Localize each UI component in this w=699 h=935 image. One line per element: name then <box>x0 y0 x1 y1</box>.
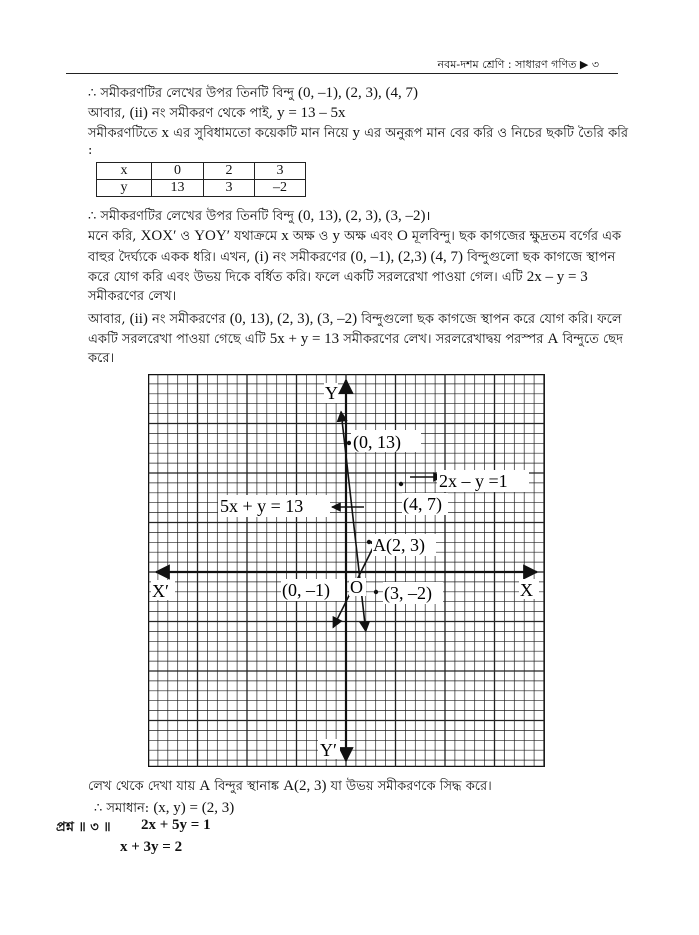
text-seg: বিন্দুগুলো ছক কাগজে স্থাপন করে যোগ করি। ফলে <box>357 312 622 327</box>
text-line-1 <box>88 84 418 103</box>
text-line-10 <box>88 310 622 329</box>
table-cell: –2 <box>255 180 306 197</box>
text-seg: অক্ষ ও <box>288 229 333 244</box>
point-label: A(2, 3) <box>373 535 425 555</box>
equation: 2x – y = 3 <box>526 269 588 285</box>
text-seg: ∴ সমীকরণটির লেখের উপর তিনটি বিন্দু <box>88 86 299 101</box>
text-seg: বিন্দুতে ছেদ <box>558 332 623 347</box>
text-seg: বিন্দুর স্থানাঙ্ক <box>210 779 284 794</box>
question-label: প্রশ্ন ॥ ৩ ॥ <box>56 820 111 835</box>
equation: 5x + y = 13 <box>269 331 340 347</box>
text-line-4: : <box>88 143 93 158</box>
text-seg: বাহুর দৈর্ঘ্যকে একক ধরি। এখন, <box>88 250 255 265</box>
text-line-13 <box>88 777 492 796</box>
text-seg: লেখ থেকে দেখা যায় <box>88 779 200 794</box>
text-seg: আবার, <box>88 106 130 121</box>
point-label: (4, 7) <box>403 494 442 514</box>
table-cell: 0 <box>152 163 204 180</box>
var: x <box>161 125 170 141</box>
point-ref: A(2, 3) <box>283 778 327 794</box>
var: O <box>396 228 408 244</box>
eq-ref: (ii) <box>129 105 148 121</box>
text-line-7 <box>88 248 615 267</box>
page-header: নবম-দশম শ্রেণি : সাধারণ গণিত ▶ ৩ <box>437 58 599 71</box>
text-seg: যা উভয় সমীকরণকে সিদ্ধ করে। <box>326 779 492 794</box>
point-label: (0, –1) <box>282 580 330 600</box>
question-eq-2: x + 3y = 2 <box>120 839 183 855</box>
text-seg: ও <box>176 229 195 244</box>
points-text: (0, 13), (2, 3), (3, –2) <box>298 208 426 224</box>
points-text: (0, 13), (2, 3), (3, –2) <box>229 311 358 327</box>
var: y <box>332 228 341 244</box>
point-label: (0, 13) <box>353 432 401 452</box>
text-seg: আবার, <box>88 312 130 327</box>
text-seg: নং সমীকরণের <box>147 312 230 327</box>
solution: (x, y) = (2, 3) <box>153 800 235 816</box>
x-axis-label: X <box>520 580 533 600</box>
origin-label: O <box>350 577 363 597</box>
text-seg: মূলবিন্দু। ছক কাগজের ক্ষুদ্রতম বর্গের এক <box>407 229 622 244</box>
eq-ref: (i) <box>254 249 269 265</box>
text-seg: এর অনুরূপ মান বের করি ও নিচের ছকটি তৈরি করি <box>359 126 629 141</box>
table-cell: 2 <box>204 163 255 180</box>
text-seg: নং সমীকরণ থেকে পাই, <box>147 106 278 121</box>
text-seg: মনে করি, <box>88 229 141 244</box>
line-label: 5x + y = 13 <box>220 496 304 516</box>
text-line-11 <box>88 330 623 349</box>
text-line-12: করে। <box>88 351 115 366</box>
text-seg: নং সমীকরণের <box>268 250 351 265</box>
eq-ref: (ii) <box>129 311 148 327</box>
y-axis-label: Y <box>325 383 338 403</box>
y-neg-axis-label: Y′ <box>320 740 337 760</box>
text-seg: বিন্দুগুলো ছক কাগজে স্থাপন <box>462 250 616 265</box>
var: A <box>199 778 211 794</box>
value-table <box>96 162 306 197</box>
axis-name: XOX′ <box>140 228 177 244</box>
table-cell: 3 <box>204 180 255 197</box>
table-row <box>97 163 306 180</box>
solution-line <box>94 799 234 818</box>
table-cell: x <box>97 163 152 180</box>
point-marker <box>399 482 403 486</box>
point-label: (3, –2) <box>384 583 432 603</box>
var: x <box>281 228 289 244</box>
text-seg: যথাক্রমে <box>229 229 282 244</box>
text-line-5 <box>88 207 430 226</box>
var: y <box>352 125 360 141</box>
text-line-2 <box>88 104 346 123</box>
text-seg: ∴ সমাধান: <box>94 801 154 816</box>
var: A <box>547 331 559 347</box>
point-marker <box>367 540 371 544</box>
text-seg: এর সুবিধামতো কয়েকটি মান নিয়ে <box>169 126 353 141</box>
header-rule <box>66 73 618 74</box>
text-line-3 <box>88 124 628 143</box>
points-text: (0, –1), (2,3) (4, 7) <box>350 249 463 265</box>
text-line-9: সমীকরণের লেখ। <box>88 289 177 304</box>
point-marker <box>347 441 351 445</box>
points-text: (0, –1), (2, 3), (4, 7) <box>298 85 419 101</box>
text-seg: ∴ সমীকরণটির লেখের উপর তিনটি বিন্দু <box>88 209 299 224</box>
x-neg-axis-label: X′ <box>152 581 169 601</box>
text-seg: সমীকরণটিতে <box>88 126 162 141</box>
table-cell: y <box>97 180 152 197</box>
point-marker <box>374 590 378 594</box>
text-seg: অক্ষ এবং <box>340 229 397 244</box>
text-seg: একটি সরলরেখা পাওয়া গেছে এটি <box>88 332 270 347</box>
table-cell: 3 <box>255 163 306 180</box>
text-line-6 <box>88 227 621 246</box>
graph-figure <box>148 374 545 767</box>
text-line-8 <box>88 268 588 287</box>
line-label: 2x – y =1 <box>439 471 508 491</box>
axis-name: YOY′ <box>194 228 230 244</box>
text-seg: । <box>425 209 431 224</box>
table-row <box>97 180 306 197</box>
table-cell: 13 <box>152 180 204 197</box>
text-seg: সমীকরণের লেখ। সরলরেখাদ্বয় পরস্পর <box>339 332 548 347</box>
equation: y = 13 – 5x <box>277 105 346 121</box>
text-seg: করে যোগ করি এবং উভয় দিকে বর্ধিত করি। ফলে একটি সরলরেখা পাওয়া গেল। এটি <box>88 270 527 285</box>
question-eq-1: 2x + 5y = 1 <box>141 817 211 833</box>
